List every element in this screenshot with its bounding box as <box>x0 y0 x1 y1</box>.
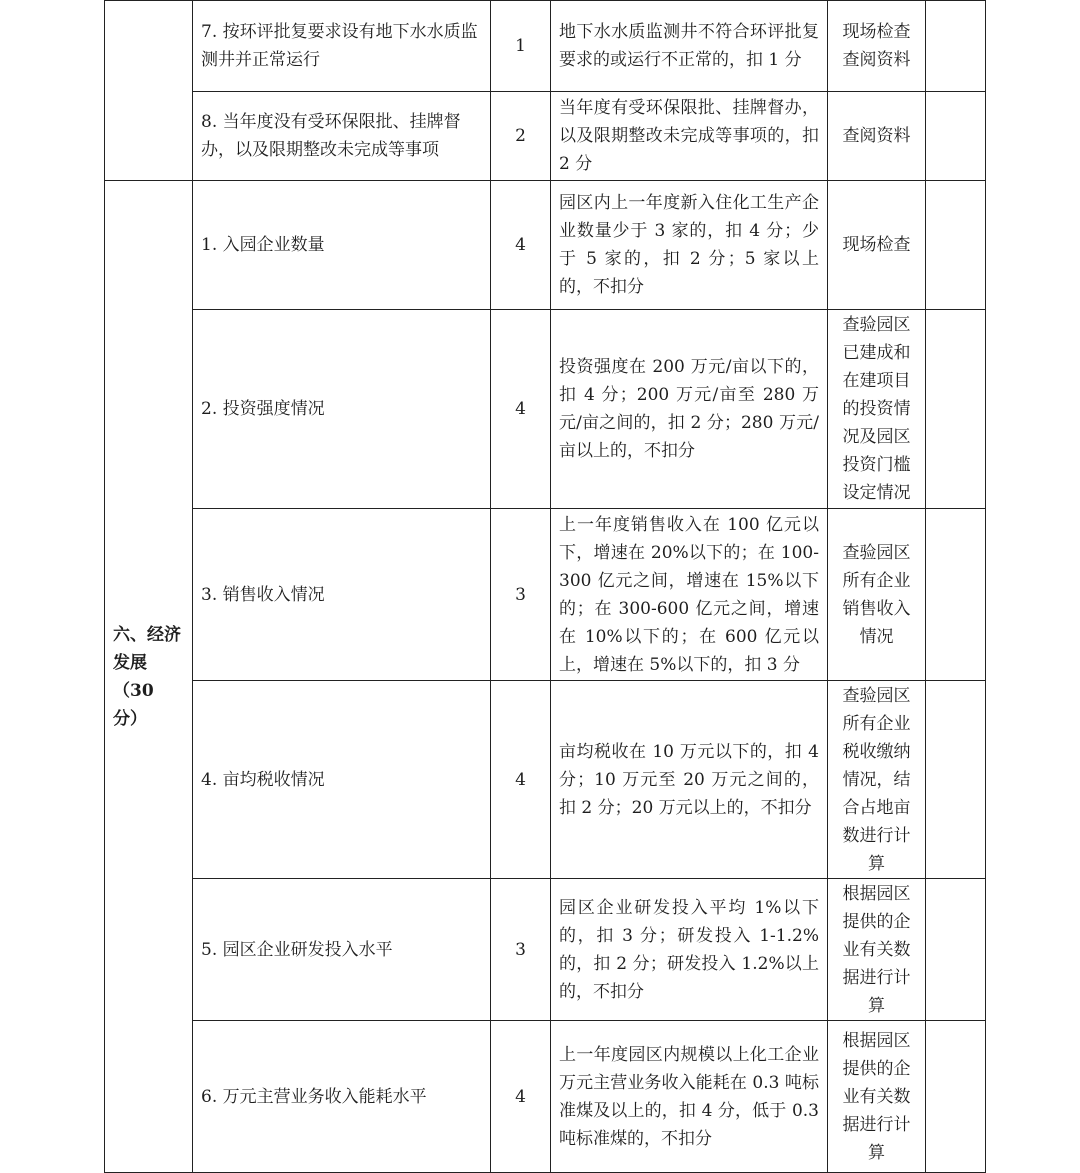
remark-cell <box>926 92 986 181</box>
rule-cell: 投资强度在 200 万元/亩以下的，扣 4 分；200 万元/亩至 280 万元/亩之间的，扣 2 分；280 万元/亩以上的，不扣分 <box>551 310 828 509</box>
score-cell: 4 <box>491 181 551 310</box>
category-cell-previous <box>105 1 193 181</box>
score-cell: 3 <box>491 509 551 681</box>
table-row <box>105 1 986 92</box>
table-row <box>105 181 986 310</box>
method-cell: 现场检查 <box>828 181 926 310</box>
rule-cell: 当年度有受环保限批、挂牌督办，以及限期整改未完成等事项的，扣 2 分 <box>551 92 828 181</box>
table-row <box>105 92 986 181</box>
score-cell: 2 <box>491 92 551 181</box>
method-cell: 现场检查查阅资料 <box>828 1 926 92</box>
table-row <box>105 681 986 879</box>
score-cell: 1 <box>491 1 551 92</box>
rule-cell: 上一年度销售收入在 100 亿元以下，增速在 20%以下的；在 100-300 亿元之间，增速在 15%以下的；在 300-600 亿元之间，增速在 10%以下的；在 600 亿元以上，增速在 5%以下的，扣 3 分 <box>551 509 828 681</box>
item-cell: 4. 亩均税收情况 <box>193 681 491 879</box>
method-cell: 查阅资料 <box>828 92 926 181</box>
item-cell: 2. 投资强度情况 <box>193 310 491 509</box>
score-cell: 4 <box>491 681 551 879</box>
remark-cell <box>926 310 986 509</box>
method-cell: 根据园区提供的企业有关数据进行计算 <box>828 1021 926 1173</box>
method-cell: 根据园区提供的企业有关数据进行计算 <box>828 879 926 1021</box>
score-cell: 4 <box>491 1021 551 1173</box>
remark-cell <box>926 1 986 92</box>
method-cell: 查验园区已建成和在建项目的投资情况及园区投资门槛设定情况 <box>828 310 926 509</box>
method-cell: 查验园区所有企业税收缴纳情况，结合占地亩数进行计算 <box>828 681 926 879</box>
rule-cell: 园区企业研发投入平均 1%以下的，扣 3 分；研发投入 1-1.2%的，扣 2 分；研发投入 1.2%以上的，不扣分 <box>551 879 828 1021</box>
item-cell: 7. 按环评批复要求设有地下水水质监测井并正常运行 <box>193 1 491 92</box>
evaluation-table <box>104 0 986 1173</box>
item-cell: 1. 入园企业数量 <box>193 181 491 310</box>
remark-cell <box>926 181 986 310</box>
item-cell: 5. 园区企业研发投入水平 <box>193 879 491 1021</box>
item-cell: 8. 当年度没有受环保限批、挂牌督办，以及限期整改未完成等事项 <box>193 92 491 181</box>
category-cell: 六、经济发展（30 分） <box>105 181 193 1173</box>
rule-cell: 地下水水质监测井不符合环评批复要求的或运行不正常的，扣 1 分 <box>551 1 828 92</box>
method-cell: 查验园区所有企业销售收入情况 <box>828 509 926 681</box>
score-cell: 4 <box>491 310 551 509</box>
table-row <box>105 1021 986 1173</box>
remark-cell <box>926 1021 986 1173</box>
table-row <box>105 310 986 509</box>
score-cell: 3 <box>491 879 551 1021</box>
remark-cell <box>926 879 986 1021</box>
item-cell: 6. 万元主营业务收入能耗水平 <box>193 1021 491 1173</box>
remark-cell <box>926 509 986 681</box>
rule-cell: 上一年度园区内规模以上化工企业万元主营业务收入能耗在 0.3 吨标准煤及以上的，扣 4 分，低于 0.3 吨标准煤的，不扣分 <box>551 1021 828 1173</box>
rule-cell: 园区内上一年度新入住化工生产企业数量少于 3 家的，扣 4 分；少于 5 家的，扣 2 分；5 家以上的，不扣分 <box>551 181 828 310</box>
item-cell: 3. 销售收入情况 <box>193 509 491 681</box>
rule-cell: 亩均税收在 10 万元以下的，扣 4 分；10 万元至 20 万元之间的，扣 2 分；20 万元以上的，不扣分 <box>551 681 828 879</box>
remark-cell <box>926 681 986 879</box>
table-row <box>105 879 986 1021</box>
table-row <box>105 509 986 681</box>
